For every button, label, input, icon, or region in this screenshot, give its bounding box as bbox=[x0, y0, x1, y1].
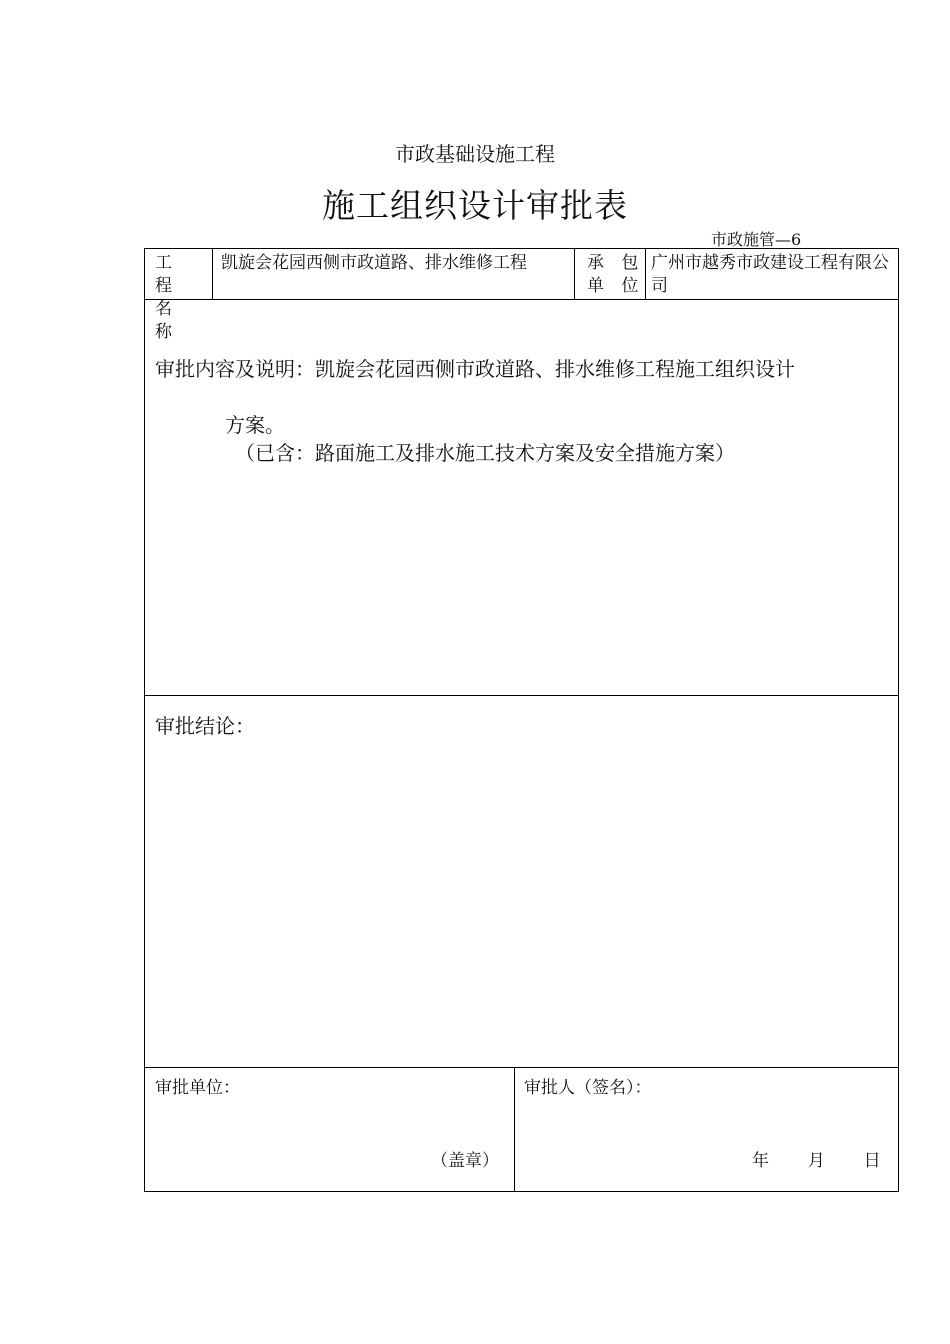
approval-content-line: 审批内容及说明：凯旋会花园西侧市政道路、排水维修工程施工组织设计 bbox=[155, 357, 795, 381]
approval-form-table bbox=[144, 248, 899, 1192]
date-month: 月 bbox=[807, 1151, 825, 1171]
date-day: 日 bbox=[863, 1151, 881, 1171]
approver-cell bbox=[514, 1068, 898, 1191]
approver-label: 审批人（签名）： bbox=[524, 1078, 652, 1098]
form-number: 市政施管—6 bbox=[711, 230, 802, 249]
signature-row bbox=[145, 1068, 898, 1191]
stamp-label: （盖章） bbox=[431, 1151, 499, 1171]
approval-content-line-continued: 方案。 bbox=[225, 413, 285, 437]
approval-content-note: （已含：路面施工及排水施工技术方案及安全措施方案） bbox=[235, 441, 735, 465]
approval-conclusion-section bbox=[145, 696, 898, 1068]
project-name-value: 凯旋会花园西侧市政道路、排水维修工程 bbox=[213, 249, 575, 299]
approving-unit-cell bbox=[145, 1068, 515, 1191]
document-subtitle: 市政基础设施工程 bbox=[395, 142, 555, 166]
date-field bbox=[752, 1146, 881, 1171]
approving-unit-label: 审批单位： bbox=[155, 1078, 240, 1098]
approval-content-section bbox=[145, 299, 898, 696]
project-name-label: 工 程 名 称 bbox=[145, 249, 213, 299]
document-title: 施工组织设计审批表 bbox=[322, 186, 628, 225]
date-year: 年 bbox=[752, 1151, 769, 1171]
contractor-label: 承 包 单 位 bbox=[575, 249, 646, 299]
contractor-value: 广州市越秀市政建设工程有限公司 bbox=[651, 253, 889, 296]
info-row bbox=[145, 249, 898, 342]
approval-conclusion-label: 审批结论： bbox=[155, 714, 255, 738]
